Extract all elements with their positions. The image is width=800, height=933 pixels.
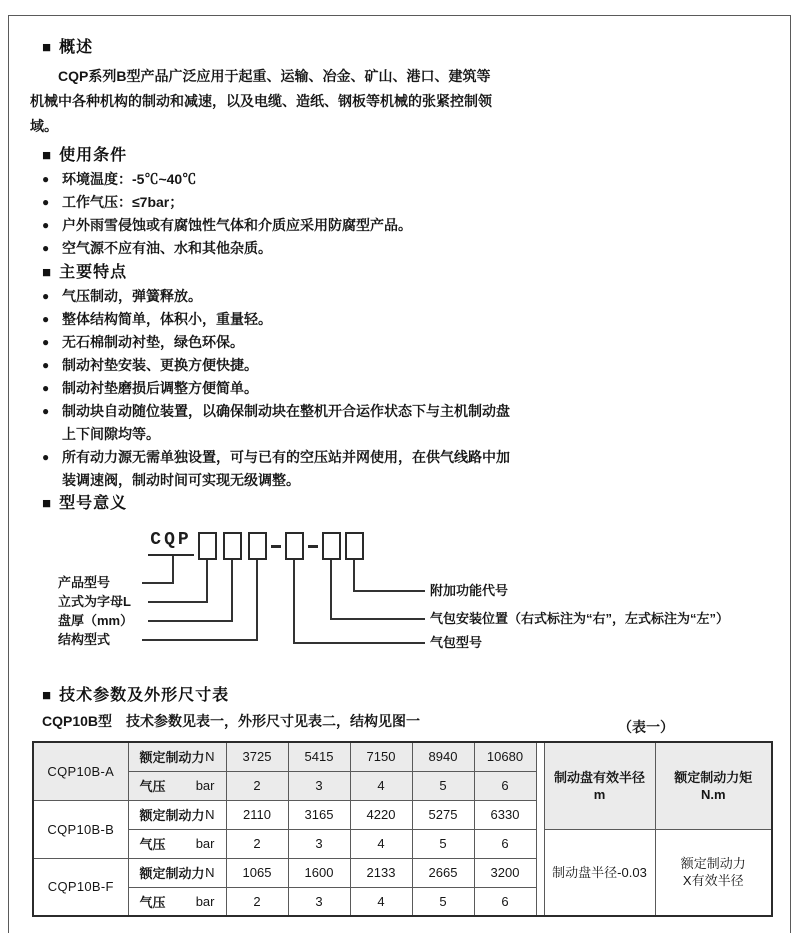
connector-line — [293, 560, 295, 644]
bullet-icon: ● — [42, 358, 50, 372]
specs-subtitle-row — [42, 711, 772, 733]
section-title-text: 概述 — [59, 39, 94, 56]
list-item-text: 户外雨雪侵蚀或有腐蚀性气体和介质应采用防腐型产品。 — [62, 217, 412, 233]
connector-line — [256, 560, 258, 641]
page-content — [30, 0, 772, 917]
model-code-dash — [271, 545, 281, 548]
value-cell: 3725 — [226, 742, 288, 771]
connector-line — [353, 590, 425, 592]
bullet-icon: ● — [42, 404, 50, 418]
row-label: 气压 — [139, 894, 166, 910]
list-item-text: 气压制动，弹簧释放。 — [62, 288, 202, 304]
section-marker-icon: ■ — [42, 147, 53, 164]
model-code-box — [198, 532, 217, 560]
list-item-text: 整体结构简单，体积小，重量轻。 — [62, 311, 272, 327]
row-unit: bar — [195, 836, 215, 851]
list-item — [42, 168, 772, 191]
bullet-icon: ● — [42, 195, 50, 209]
row-unit: N — [205, 807, 215, 822]
bullet-icon: ● — [42, 312, 50, 326]
spec-table — [32, 741, 773, 917]
row-unit: N — [205, 865, 215, 880]
section-marker-icon: ■ — [42, 39, 53, 56]
value-cell: 5 — [412, 887, 474, 916]
value-cell: 3165 — [288, 800, 350, 829]
list-item — [42, 191, 772, 214]
section-title-overview — [42, 38, 772, 58]
value-cell: 2 — [226, 887, 288, 916]
conditions-list — [42, 168, 772, 260]
section-title-features — [42, 263, 772, 283]
list-item-text: 制动衬垫磨损后调整方便简单。 — [62, 380, 258, 396]
section-marker-icon: ■ — [42, 495, 53, 512]
diagram-label-vertical-type: 立式为字母L — [58, 594, 131, 609]
value-cell: 1065 — [226, 858, 288, 887]
model-code-box — [248, 532, 267, 560]
value-cell: 2665 — [412, 858, 474, 887]
row-label: 气压 — [139, 837, 166, 852]
value-cell: 4220 — [350, 800, 412, 829]
value-cell: 4 — [350, 887, 412, 916]
list-item — [42, 400, 772, 446]
torque-formula-cell — [655, 829, 772, 916]
list-item — [42, 237, 772, 260]
model-code-box — [285, 532, 304, 560]
diagram-label-disc-thickness: 盘厚（mm） — [58, 613, 134, 628]
value-cell: 7150 — [350, 742, 412, 771]
features-list — [42, 285, 772, 492]
row-label: 额定制动力 — [139, 808, 205, 823]
connector-line — [142, 582, 174, 584]
model-prefix: CQP — [148, 527, 194, 556]
value-cell: 3 — [288, 829, 350, 858]
section-title-text: 型号意义 — [59, 495, 128, 512]
value-cell: 6 — [474, 771, 536, 800]
row-label-cell — [128, 858, 226, 887]
torque-formula-line2: X有效半径 — [682, 873, 744, 889]
model-code-box — [322, 532, 341, 560]
connector-line — [172, 556, 174, 584]
row-label-cell — [128, 887, 226, 916]
table-row — [33, 742, 772, 771]
list-item-text: 空气源不应有油、水和其他杂质。 — [62, 240, 272, 256]
diagram-label-structure-type: 结构型式 — [58, 632, 111, 647]
torque-formula-line1: 额定制动力 — [680, 856, 746, 872]
connector-line — [142, 639, 258, 641]
list-item-text: 制动衬垫安装、更换方便快捷。 — [62, 357, 258, 373]
section-title-text: 主要特点 — [59, 264, 128, 281]
row-label-cell — [128, 800, 226, 829]
row-label-cell — [128, 771, 226, 800]
row-label-cell — [128, 742, 226, 771]
value-cell: 3 — [288, 771, 350, 800]
value-cell: 3 — [288, 887, 350, 916]
list-item-text: 制动块自动随位装置，以确保制动块在整机开合运作状态下与主机制动盘上下间隙均等。 — [62, 403, 510, 442]
section-marker-icon: ■ — [42, 264, 53, 281]
bullet-icon: ● — [42, 172, 50, 186]
bullet-icon: ● — [42, 218, 50, 232]
list-item — [42, 308, 772, 331]
value-cell: 3200 — [474, 858, 536, 887]
list-item — [42, 331, 772, 354]
radius-header-line1: 制动盘有效半径 — [553, 769, 645, 785]
list-item — [42, 377, 772, 400]
overview-paragraph: CQP系列B型产品广泛应用于起重、运输、冶金、矿山、港口、建筑等机械中各种机构的制动和减速，以及电缆、造纸、钢板等机械的张紧控制领域。 — [30, 68, 492, 134]
table-row — [33, 829, 772, 858]
bullet-icon: ● — [42, 335, 50, 349]
model-code-diagram — [30, 524, 770, 660]
connector-line — [148, 620, 233, 622]
section-title-text: 使用条件 — [59, 147, 128, 164]
table-divider — [536, 742, 544, 916]
value-cell: 5 — [412, 829, 474, 858]
value-cell: 5415 — [288, 742, 350, 771]
list-item-text: 环境温度：-5℃~40℃ — [62, 171, 197, 187]
connector-line — [353, 560, 355, 592]
value-cell: 1600 — [288, 858, 350, 887]
model-code-box — [345, 532, 364, 560]
value-cell: 5 — [412, 771, 474, 800]
diagram-label-airbag-model: 气包型号 — [430, 635, 483, 650]
section-title-text: 技术参数及外形尺寸表 — [59, 687, 230, 704]
bullet-icon: ● — [42, 450, 50, 464]
value-cell: 8940 — [412, 742, 474, 771]
value-cell: 10680 — [474, 742, 536, 771]
diagram-label-airbag-position: 气包安装位置（右式标注为“右”，左式标注为“左”） — [430, 611, 730, 626]
value-cell: 4 — [350, 771, 412, 800]
section-title-specs — [42, 686, 772, 706]
value-cell: 2 — [226, 771, 288, 800]
value-cell: 4 — [350, 829, 412, 858]
list-item — [42, 354, 772, 377]
list-item — [42, 285, 772, 308]
value-cell: 2133 — [350, 858, 412, 887]
table-one-tag: （表一） — [618, 719, 674, 735]
model-code-box — [223, 532, 242, 560]
bullet-icon: ● — [42, 241, 50, 255]
model-code-dash — [308, 545, 318, 548]
section-marker-icon: ■ — [42, 687, 53, 704]
torque-header-line2: N.m — [700, 786, 726, 802]
row-label: 气压 — [139, 779, 166, 794]
diagram-label-product-model: 产品型号 — [58, 575, 111, 590]
diagram-label-extra-function: 附加功能代号 — [430, 583, 509, 598]
value-cell: 5275 — [412, 800, 474, 829]
bullet-icon: ● — [42, 381, 50, 395]
row-label: 额定制动力 — [139, 750, 205, 766]
radius-header-cell — [544, 742, 655, 829]
model-cell: CQP10B-F — [33, 858, 128, 916]
list-item — [42, 446, 772, 492]
section-title-model-meaning — [42, 494, 772, 514]
list-item-text: 所有动力源无需单独设置，可与已有的空压站并网使用，在供气线路中加装调速阀，制动时间可实现无级调整。 — [62, 449, 510, 488]
row-unit: bar — [195, 893, 215, 909]
torque-header-cell — [655, 742, 772, 829]
connector-line — [206, 560, 208, 603]
row-label-cell — [128, 829, 226, 858]
list-item-text: 无石棉制动衬垫，绿色环保。 — [62, 334, 244, 350]
radius-formula-cell: 制动盘半径-0.03 — [544, 829, 655, 916]
section-title-conditions — [42, 146, 772, 166]
value-cell: 2 — [226, 829, 288, 858]
specs-subtitle: CQP10B型 技术参数见表一，外形尺寸见表二，结构见图一 — [42, 713, 421, 729]
list-item — [42, 214, 772, 237]
connector-line — [231, 560, 233, 622]
list-item-text: 工作气压：≤7bar； — [62, 194, 184, 210]
connector-line — [148, 601, 208, 603]
value-cell: 6 — [474, 829, 536, 858]
radius-header-line2: m — [593, 786, 606, 802]
row-unit: N — [205, 749, 215, 765]
model-cell: CQP10B-A — [33, 742, 128, 800]
connector-line — [330, 560, 332, 620]
value-cell: 2110 — [226, 800, 288, 829]
value-cell: 6330 — [474, 800, 536, 829]
bullet-icon: ● — [42, 289, 50, 303]
value-cell: 6 — [474, 887, 536, 916]
row-label: 额定制动力 — [139, 866, 205, 881]
connector-line — [330, 618, 425, 620]
model-cell: CQP10B-B — [33, 800, 128, 858]
connector-line — [293, 642, 425, 644]
torque-header-line1: 额定制动力矩 — [674, 769, 753, 785]
row-unit: bar — [195, 778, 215, 793]
